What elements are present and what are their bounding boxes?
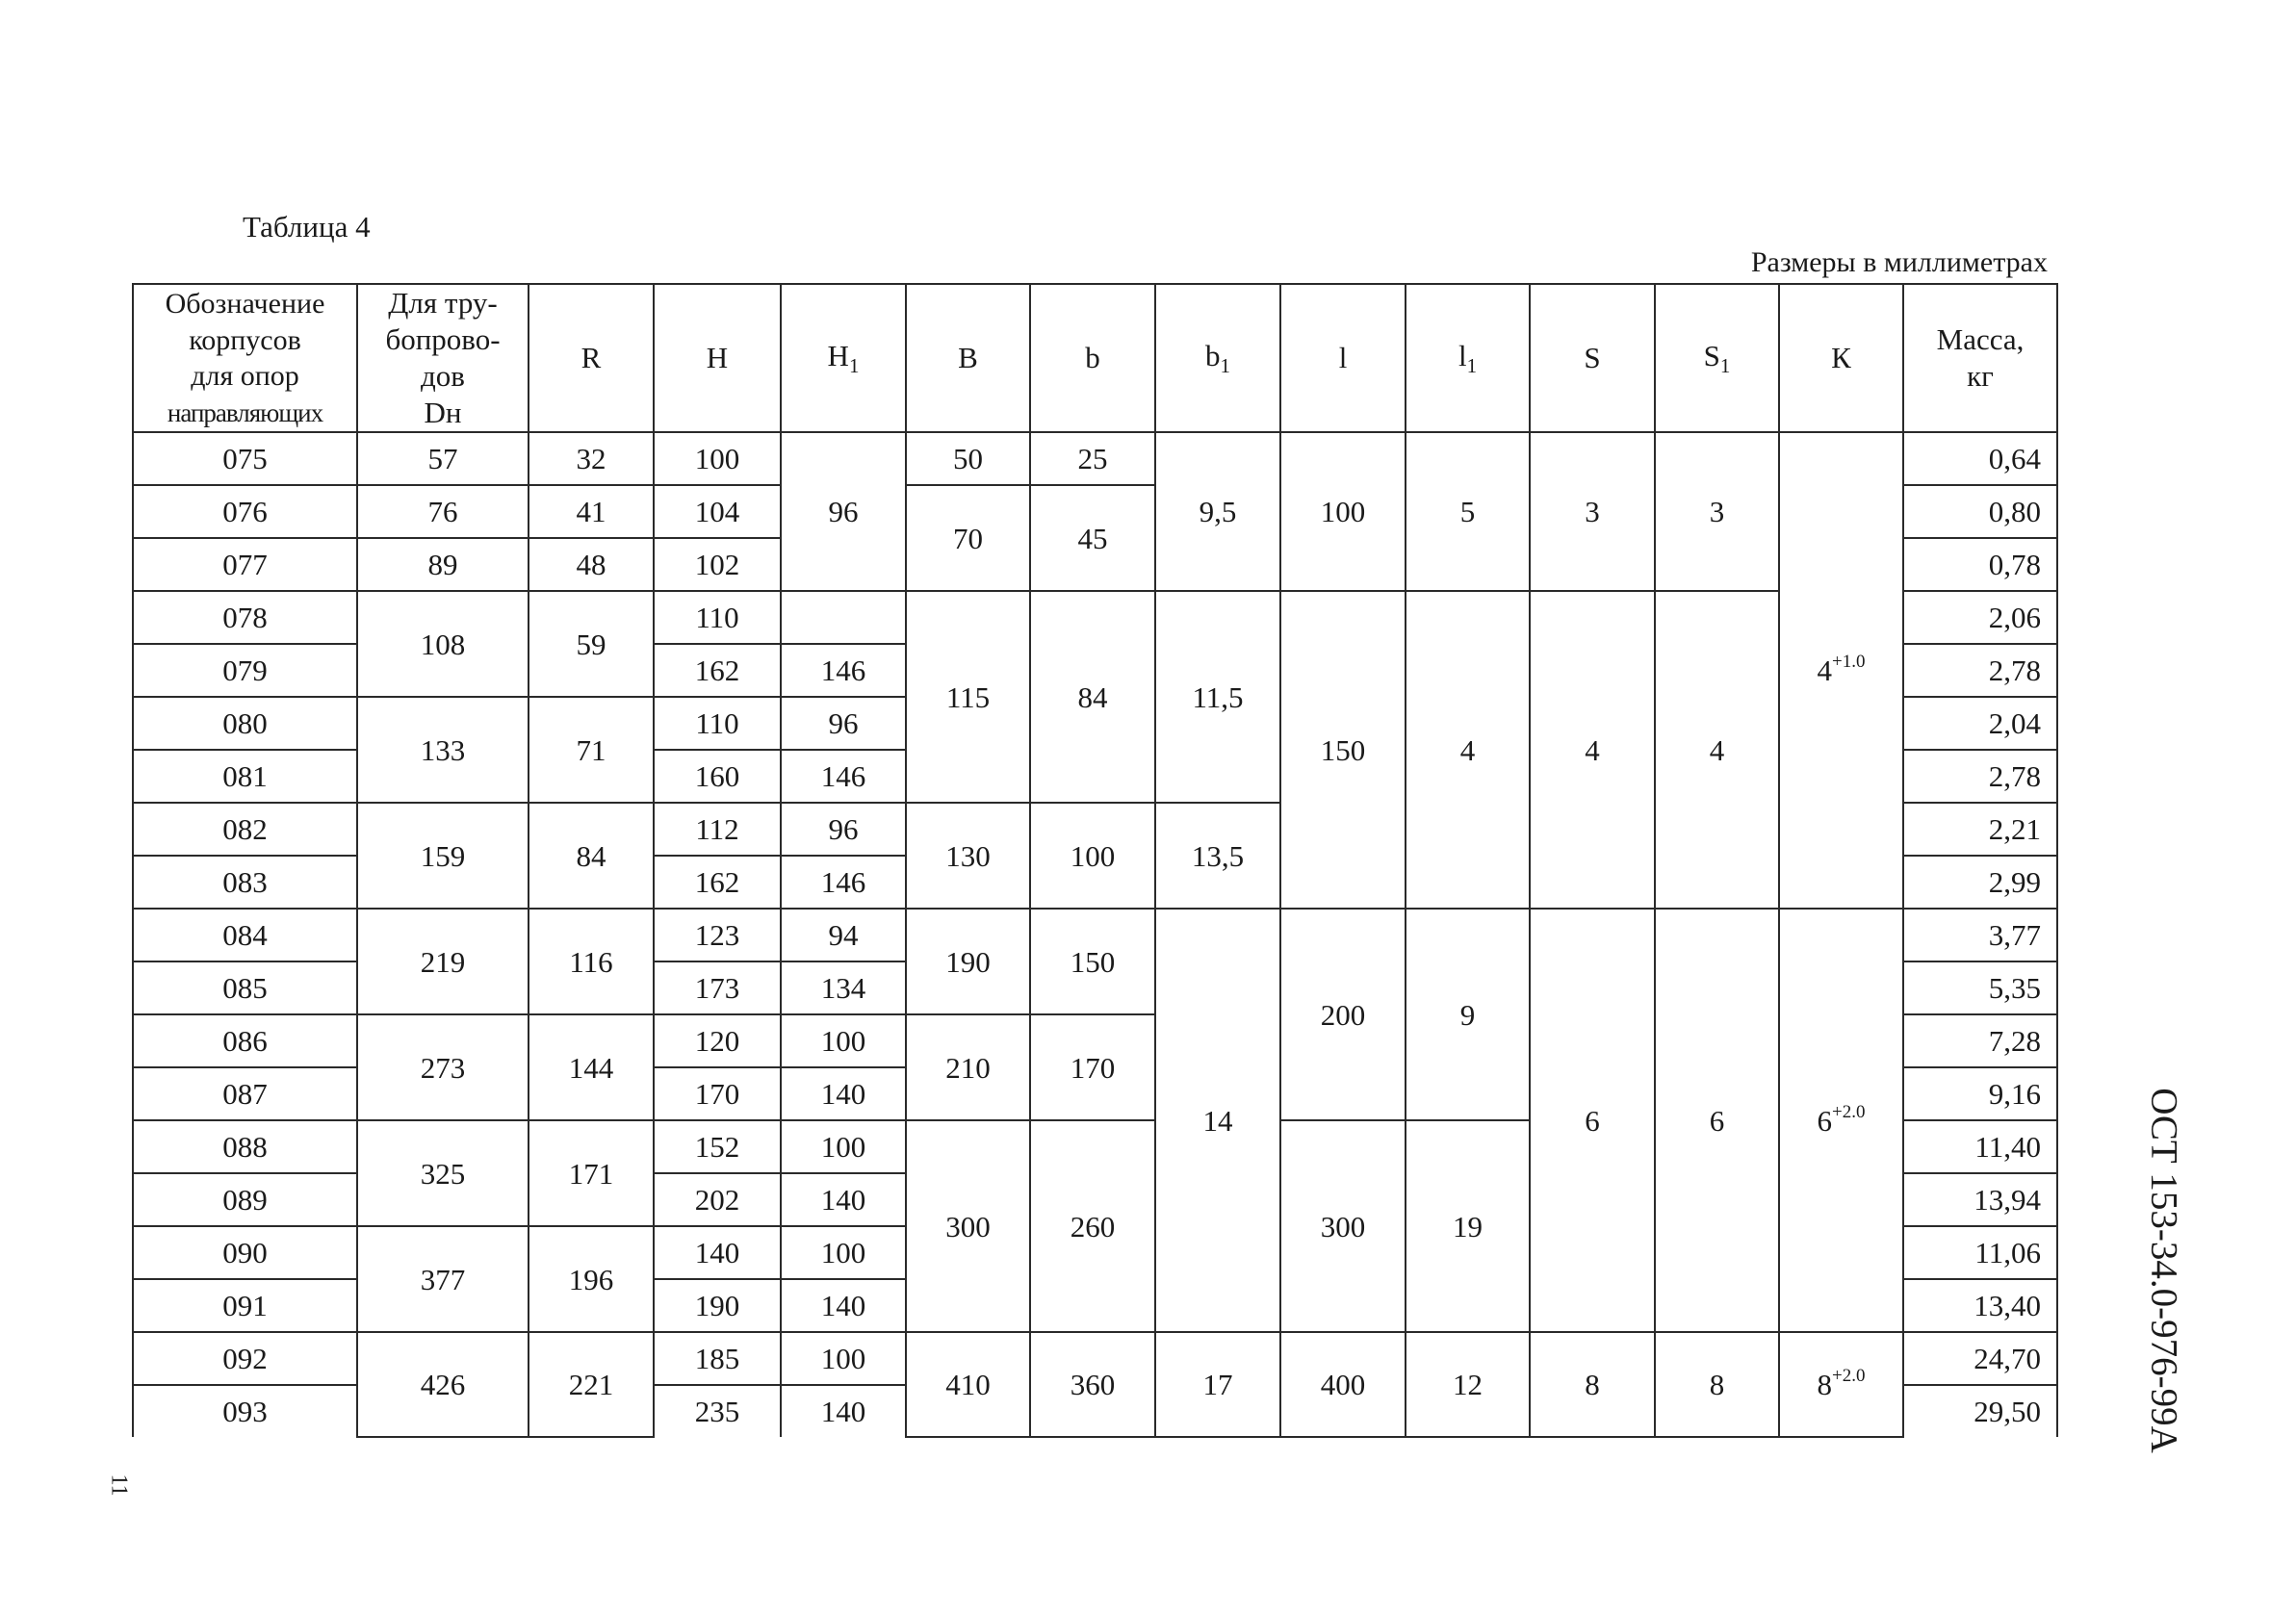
cell-designation: 092 [133,1332,357,1385]
cell-h1: 96 [781,803,906,856]
page-number-text: 11 [106,1474,132,1497]
cell-h: 202 [654,1173,781,1226]
cell-h1: 140 [781,1173,906,1226]
cell-designation: 089 [133,1173,357,1226]
header-R: R [529,284,654,432]
cell-h1-empty [781,591,906,644]
header-designation-line: для опор [191,360,299,392]
cell-l: 300 [1280,1120,1406,1332]
cell-h: 152 [654,1120,781,1173]
cell-l: 100 [1280,432,1406,591]
cell-mass: 11,06 [1903,1226,2057,1279]
cell-h1: 100 [781,1332,906,1385]
cell-bb: 115 [906,591,1030,803]
header-H: H [654,284,781,432]
cell-mass: 2,78 [1903,644,2057,697]
cell-l: 400 [1280,1332,1406,1437]
cell-r: 144 [529,1014,654,1120]
cell-designation: 077 [133,538,357,591]
cell-b: 45 [1030,485,1155,591]
table-row [133,432,2057,485]
cell-mass: 9,16 [1903,1067,2057,1120]
cell-h: 110 [654,591,781,644]
cell-h: 120 [654,1014,781,1067]
header-pipeline [357,284,529,432]
cell-designation: 084 [133,909,357,961]
header-mass [1903,284,2057,432]
cell-r: 32 [529,432,654,485]
cell-k-base: 6 [1817,1103,1833,1138]
cell-mass: 11,40 [1903,1120,2057,1173]
cell-designation: 087 [133,1067,357,1120]
header-H1 [781,284,906,432]
header-B: B [906,284,1030,432]
cell-mass: 2,06 [1903,591,2057,644]
cell-h1: 100 [781,1226,906,1279]
document-number [2145,1059,2183,1482]
cell-designation: 078 [133,591,357,644]
cell-b: 150 [1030,909,1155,1014]
cell-r: 116 [529,909,654,1014]
cell-b: 360 [1030,1332,1155,1437]
cell-h1: 134 [781,961,906,1014]
cell-bb: 210 [906,1014,1030,1120]
cell-r: 221 [529,1332,654,1437]
cell-k-base: 8 [1817,1368,1833,1401]
cell-designation: 075 [133,432,357,485]
cell-h1: 140 [781,1067,906,1120]
cell-h: 112 [654,803,781,856]
units-note: Размеры в миллиметрах [1750,246,2048,278]
cell-s1: 8 [1655,1332,1779,1437]
cell-h: 162 [654,856,781,909]
header-designation-line: корпусов [189,323,301,356]
page-number [104,1471,133,1500]
cell-dn: 325 [357,1120,529,1226]
header-pipeline-line: Dн [424,395,462,429]
cell-s1: 6 [1655,909,1779,1332]
cell-h1: 94 [781,909,906,961]
cell-h: 140 [654,1226,781,1279]
header-S1 [1655,284,1779,432]
cell-s: 6 [1530,909,1655,1332]
cell-h: 104 [654,485,781,538]
cell-dn: 159 [357,803,529,909]
cell-l1: 19 [1406,1120,1530,1332]
cell-dn: 108 [357,591,529,697]
header-l1-base: l [1458,338,1467,372]
header-pipeline-line: дов [421,359,465,393]
cell-l: 150 [1280,591,1406,909]
cell-r: 48 [529,538,654,591]
header-l: l [1280,284,1406,432]
cell-mass: 13,94 [1903,1173,2057,1226]
cell-bb: 300 [906,1120,1030,1332]
cell-mass: 29,50 [1903,1385,2057,1437]
cell-bb: 190 [906,909,1030,1014]
cell-dn: 133 [357,697,529,803]
cell-h1: 146 [781,750,906,803]
cell-mass: 0,78 [1903,538,2057,591]
cell-h1: 146 [781,856,906,909]
cell-r: 171 [529,1120,654,1226]
cell-k [1779,432,1903,909]
cell-mass: 5,35 [1903,961,2057,1014]
cell-mass: 2,99 [1903,856,2057,909]
header-S1-sub: 1 [1719,353,1731,377]
cell-mass: 7,28 [1903,1014,2057,1067]
cell-s: 3 [1530,432,1655,591]
header-K: К [1779,284,1903,432]
header-l1 [1406,284,1530,432]
cell-dn: 273 [357,1014,529,1120]
cell-k [1779,1332,1903,1437]
cell-b: 84 [1030,591,1155,803]
header-mass-line: Масса, [1936,322,2025,357]
cell-designation: 080 [133,697,357,750]
cell-h1: 100 [781,1014,906,1067]
cell-h: 100 [654,432,781,485]
cell-designation: 083 [133,856,357,909]
cell-b1: 17 [1155,1332,1280,1437]
cell-bb: 70 [906,485,1030,591]
header-S: S [1530,284,1655,432]
header-designation [133,284,357,432]
cell-k-tolerance: +1.0 [1832,652,1866,672]
cell-h: 102 [654,538,781,591]
cell-bb: 130 [906,803,1030,909]
cell-dn: 57 [357,432,529,485]
cell-dn: 377 [357,1226,529,1332]
cell-h: 190 [654,1279,781,1332]
cell-k-base: 4 [1817,654,1833,687]
cell-designation: 088 [133,1120,357,1173]
cell-dn: 219 [357,909,529,1014]
cell-mass: 2,78 [1903,750,2057,803]
cell-k-tolerance: +2.0 [1832,1101,1866,1122]
table-row [133,591,2057,644]
cell-l1: 12 [1406,1332,1530,1437]
cell-l1: 4 [1406,591,1530,909]
cell-h: 173 [654,961,781,1014]
header-b1-base: b [1205,338,1221,372]
cell-b1: 9,5 [1155,432,1280,591]
table-header-row [133,284,2057,432]
cell-mass: 13,40 [1903,1279,2057,1332]
cell-s: 4 [1530,591,1655,909]
cell-r: 41 [529,485,654,538]
cell-mass: 24,70 [1903,1332,2057,1385]
cell-designation: 079 [133,644,357,697]
cell-h1: 96 [781,697,906,750]
document-number-text: ОСТ 153-34.0-976-99А [2143,1088,2185,1453]
cell-h: 162 [654,644,781,697]
cell-b: 170 [1030,1014,1155,1120]
cell-mass: 3,77 [1903,909,2057,961]
cell-h: 185 [654,1332,781,1385]
cell-mass: 0,80 [1903,485,2057,538]
table-row [133,1332,2057,1385]
cell-h: 170 [654,1067,781,1120]
cell-h1: 146 [781,644,906,697]
header-b: b [1030,284,1155,432]
cell-designation: 091 [133,1279,357,1332]
cell-h: 123 [654,909,781,961]
cell-b1: 11,5 [1155,591,1280,803]
cell-s1: 3 [1655,432,1779,591]
header-H1-base: H [827,338,849,372]
cell-designation: 090 [133,1226,357,1279]
cell-designation: 085 [133,961,357,1014]
header-mass-line: кг [1967,359,1994,393]
cell-k-tolerance: +2.0 [1832,1366,1866,1386]
header-designation-line: направляющих [167,397,323,427]
cell-h1: 100 [781,1120,906,1173]
cell-r: 59 [529,591,654,697]
cell-designation: 082 [133,803,357,856]
cell-mass: 2,21 [1903,803,2057,856]
cell-k [1779,909,1903,1332]
cell-b: 260 [1030,1120,1155,1332]
cell-r: 84 [529,803,654,909]
cell-bb: 50 [906,432,1030,485]
cell-dn: 89 [357,538,529,591]
table-caption: Таблица 4 [243,210,371,244]
header-b1-sub: 1 [1220,353,1230,377]
cell-s: 8 [1530,1332,1655,1437]
cell-dn: 76 [357,485,529,538]
cell-l1: 5 [1406,432,1530,591]
cell-mass: 0,64 [1903,432,2057,485]
cell-h: 235 [654,1385,781,1437]
cell-b: 25 [1030,432,1155,485]
cell-b1: 13,5 [1155,803,1280,909]
cell-l: 200 [1280,909,1406,1120]
cell-designation: 081 [133,750,357,803]
dimensions-table [132,283,2058,1438]
cell-bb: 410 [906,1332,1030,1437]
cell-l1: 9 [1406,909,1530,1120]
cell-h: 160 [654,750,781,803]
header-b1 [1155,284,1280,432]
table-row [133,909,2057,961]
cell-designation: 093 [133,1385,357,1437]
cell-r: 71 [529,697,654,803]
cell-h1: 96 [781,432,906,591]
header-S1-base: S [1703,338,1720,372]
cell-dn: 426 [357,1332,529,1437]
cell-h1: 140 [781,1279,906,1332]
cell-b1: 14 [1155,909,1280,1332]
cell-h1: 140 [781,1385,906,1437]
cell-mass: 2,04 [1903,697,2057,750]
header-designation-line: Обозначение [165,288,325,320]
cell-s1: 4 [1655,591,1779,909]
cell-h: 110 [654,697,781,750]
cell-designation: 076 [133,485,357,538]
cell-b: 100 [1030,803,1155,909]
header-pipeline-line: бопрово- [385,322,501,357]
cell-designation: 086 [133,1014,357,1067]
header-H1-sub: 1 [848,353,860,377]
header-pipeline-line: Для тру- [388,286,498,320]
cell-r: 196 [529,1226,654,1332]
header-l1-sub: 1 [1466,353,1478,377]
